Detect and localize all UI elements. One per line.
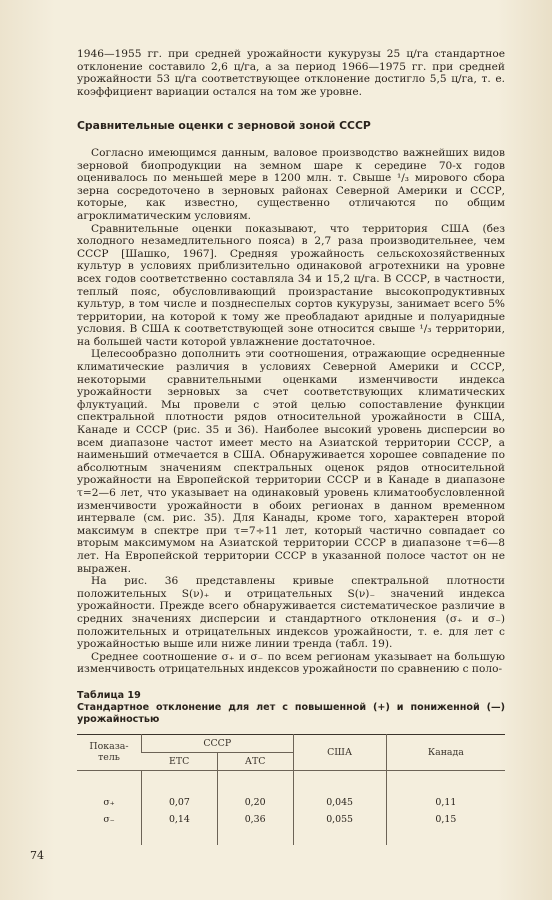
paragraph: Сравнительные оценки показывают, что территория США (без холодного незамедлительного пояса) в 2,7 раза производительнее, чем СССР [Шашко, 1967]. Средняя урожайность сельскохозяйственных культур в условиях приблизительно одинаковой агротехники на уровне всех годов соответственно составляла 34 и 15,2 ц/га. В СССР, в частности, теплый пояс, обусловливающий произрастание высокопродуктивных культур, в том числе и позднеспелых сортов кукурузы, занимает всего 5% территории, на которой к тому же преобладают аридные и полуаридные условия. В США к соответствующей зоне относится свыше ¹/₃ территории, на большей части которой увлажнение достаточное. <box>77 222 505 348</box>
table-cell: 0,07 <box>142 770 218 811</box>
table-cell: 0,20 <box>217 770 293 811</box>
table-cell: σ₋ <box>103 813 115 825</box>
intro-paragraph: 1946—1955 гг. при средней урожайности кукурузы 25 ц/га стандартное отклонение составило 2,6 ц/га, а за период 1966—1975 гг. при средней урожайности 53 ц/га соответствующее отклонение достигло 5,5 ц/га, т. е. коэффициент вариации остался на том же уровне. <box>77 48 505 98</box>
table-cell: 0,15 <box>386 811 505 845</box>
paragraph: Согласно имеющимся данным, валовое производство важнейших видов зерновой биопродукции на земном шаре к середине 70-х годов оценивалось по меньшей мере в 1200 млн. т. Свыше ¹/₃ мирового сбора зерна сосредоточено в зерновых районах Северной Америки и СССР, которые, как известно, существенно отличаются по общим агроклиматическим условиям. <box>77 146 505 222</box>
table-row <box>77 811 505 845</box>
column-header: ЕТС <box>142 752 218 770</box>
page-number: 74 <box>30 849 44 862</box>
table-cell: 0,055 <box>293 811 386 845</box>
column-header: СССР <box>142 734 294 752</box>
table-cell: σ₊ <box>103 796 115 808</box>
table-cell: 0,045 <box>293 770 386 811</box>
paragraph: Целесообразно дополнить эти соотношения, отражающие осредненные климатические различия в условиях Северной Америки и СССР, некоторыми сравнительными оценками изменчивости индекса урожайности зерновых за счет соответствующих климатических флуктуаций. Мы провели с этой целью сопоставление функции спектральной плотности рядов относительной урожайности в США, Канаде и СССР (рис. 35 и 36). Наиболее высокий уровень дисперсии во всем диапазоне частот имеет место на Азиатской территории СССР, а наименьший отмечается в США. Обнаруживается хорошее совпадение по абсолютным значениям спектральных оценок рядов относительной урожайности на Европейской территории СССР и в Канаде в диапазоне τ=2—6 лет, что указывает на одинаковый уровень климатообусловленной изменчивости урожайности в обоих регионах в данном временном интервале (см. рис. 35). Для Канады, кроме того, характерен второй максимум в спектре при τ=7÷11 лет, который частично совпадает со вторым максимумом на Азиатской территории СССР в диапазоне τ=6—8 лет. На Европейской территории СССР в указанной полосе частот он не выражен. <box>77 348 505 575</box>
table-label: Таблица 19 <box>77 689 141 701</box>
paragraph: Среднее соотношение σ₊ и σ₋ по всем регионам указывает на большую изменчивость отрицательных индексов урожайности по сравнению с поло- <box>77 650 505 676</box>
text-column <box>77 48 505 845</box>
column-header: Канада <box>386 734 505 770</box>
table-caption <box>77 690 505 726</box>
table-cell: 0,11 <box>386 770 505 811</box>
section-heading: Сравнительные оценки с зерновой зоной СССР <box>77 119 371 133</box>
table-cell: 0,36 <box>217 811 293 845</box>
column-header: АТС <box>217 752 293 770</box>
paragraph: На рис. 36 представлены кривые спектральной плотности положительных S(ν)₊ и отрицательных S(ν)₋ значений индекса урожайности. Прежде всего обнаруживается систематическое различие в средних значениях дисперсии и стандартного отклонения (σ₊ и σ₋) положительных и отрицательных индексов урожайности, т. е. для лет с урожайностью выше или ниже линии тренда (табл. 19). <box>77 575 505 651</box>
table-cell: 0,14 <box>142 811 218 845</box>
column-header: США <box>293 734 386 770</box>
column-header: Показа-тель <box>77 734 142 770</box>
table-row <box>77 770 505 811</box>
table-title: Стандартное отклонение для лет с повышенной (+) и пониженной (—) урожайностью <box>77 701 505 725</box>
data-table <box>77 734 505 845</box>
